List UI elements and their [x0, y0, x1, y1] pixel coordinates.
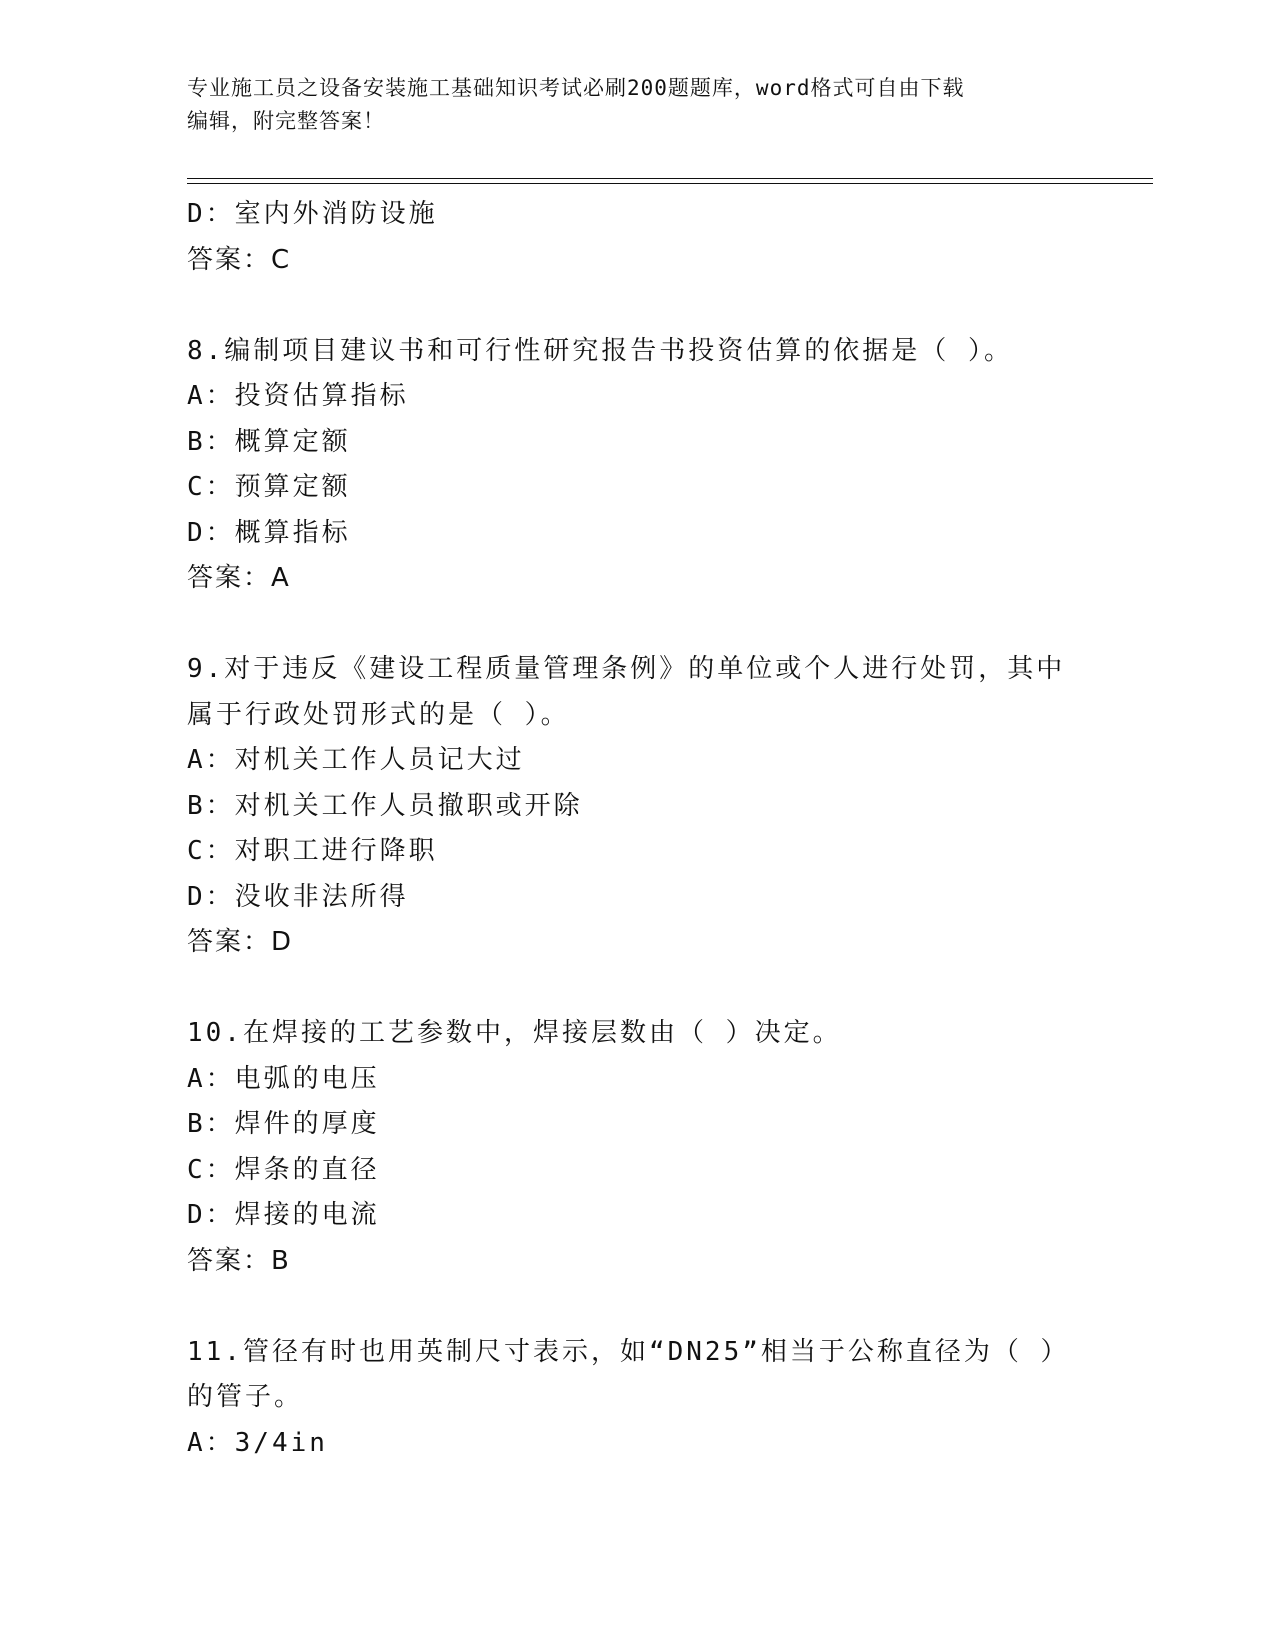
- question-list: [187, 192, 1153, 1466]
- q9-option-b: B：对机关工作人员撤职或开除: [187, 790, 583, 821]
- q7-answer: 答案：C: [187, 244, 292, 275]
- q8-option-b: B：概算定额: [187, 426, 351, 457]
- q8-stem: 8.编制项目建议书和可行性研究报告书投资估算的依据是（ ）。: [187, 335, 1013, 366]
- header-title-line-2: 编辑，附完整答案！: [187, 109, 385, 133]
- q9-answer: 答案：D: [187, 927, 294, 957]
- q8-option-c: C：预算定额: [187, 472, 351, 502]
- document-header: [187, 72, 1087, 138]
- q10-option-b: B：焊件的厚度: [187, 1109, 380, 1139]
- q8-option-a: A：投资估算指标: [187, 381, 409, 411]
- header-divider-bottom: [187, 183, 1153, 184]
- q10-option-c: C：焊条的直径: [187, 1154, 380, 1185]
- q9-option-a: A：对机关工作人员记大过: [187, 745, 525, 775]
- spacer: [187, 283, 1153, 329]
- q11-option-a: A：3/4in: [187, 1427, 328, 1458]
- q11-stem-line-1: 11.管径有时也用英制尺寸表示，如“DN25”相当于公称直径为（ ）: [187, 1336, 1070, 1367]
- q9-stem-line-1: 9.对于违反《建设工程质量管理条例》的单位或个人进行处罚，其中: [187, 654, 1066, 684]
- spacer: [187, 602, 1153, 648]
- header-divider-top: [187, 178, 1153, 179]
- q10-stem: 10.在焊接的工艺参数中，焊接层数由（ ）决定。: [187, 1018, 842, 1048]
- q8-answer: 答案：A: [187, 563, 291, 593]
- q10-answer: 答案：B: [187, 1245, 291, 1276]
- q11-stem-line-2: 的管子。: [187, 1382, 304, 1412]
- q10-option-d: D：焊接的电流: [187, 1200, 380, 1230]
- q7-option-d: D：室内外消防设施: [187, 199, 438, 229]
- q9-stem-line-2: 属于行政处罚形式的是（ ）。: [187, 699, 570, 730]
- q8-option-d: D：概算指标: [187, 517, 351, 548]
- spacer: [187, 966, 1153, 1012]
- spacer: [187, 1284, 1153, 1330]
- q9-option-d: D：没收非法所得: [187, 881, 409, 912]
- q9-option-c: C：对职工进行降职: [187, 836, 438, 866]
- header-title-line-1: 专业施工员之设备安装施工基础知识考试必刷200题题库，word格式可自由下载: [187, 76, 965, 100]
- q10-option-a: A：电弧的电压: [187, 1063, 380, 1094]
